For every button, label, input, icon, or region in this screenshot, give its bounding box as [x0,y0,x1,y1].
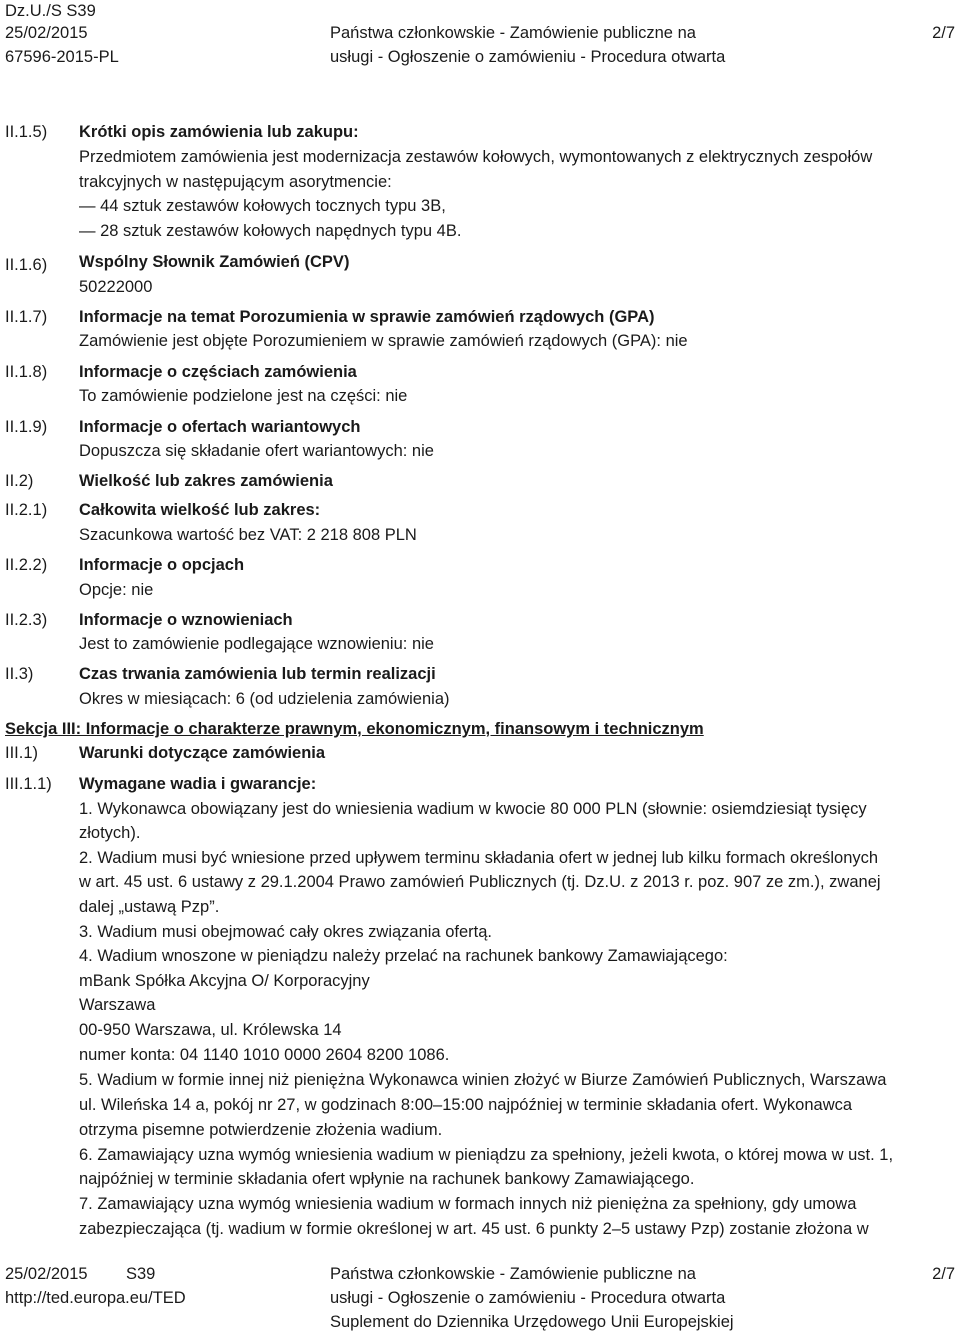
deposits-line: otrzyma pisemne potwierdzenie złożenia wadium. [79,1121,443,1139]
cpv-code: 50222000 [79,278,153,296]
section-number-iii-1: III.1) [5,744,39,762]
deposits-line: dalej „ustawą Pzp”. [79,898,220,916]
section-number-ii-2: II.2) [5,472,34,490]
deposits-line: w art. 45 ust. 6 ustawy z 29.1.2004 Prawo zamówień Publicznych (tj. Dz.U. z 2013 r. poz. 907 ze zm.), zwanej [79,873,881,891]
section-title-renewals: Informacje o wznowieniach [79,611,293,629]
header-notice-id: 67596-2015-PL [5,48,119,66]
section-title-variants: Informacje o ofertach wariantowych [79,418,361,436]
deposits-line: numer konta: 04 1140 1010 0000 2604 8200 1086. [79,1046,450,1064]
deposits-line: ul. Wileńska 14 a, pokój nr 27, w godzinach 8:00–15:00 najpóźniej w terminie składania ofert. Wykonawca [79,1096,853,1114]
section-number-ii-2-2: II.2.2) [5,556,48,574]
footer-supplement: Suplement do Dziennika Urzędowego Unii Europejskiej [330,1313,734,1331]
section-number-ii-1-7: II.1.7) [5,308,48,326]
section-title-total-quantity: Całkowita wielkość lub zakres: [79,501,321,519]
footer-date: 25/02/2015 [5,1265,88,1283]
estimated-value: Szacunkowa wartość bez VAT: 2 218 808 PLN [79,526,417,544]
section-number-ii-1-6: II.1.6) [5,256,48,274]
section-number-ii-2-1: II.2.1) [5,501,48,519]
renewals-value: Jest to zamówienie podlegające wznowieniu: nie [79,635,434,653]
footer-url-link[interactable]: http://ted.europa.eu/TED [5,1289,186,1307]
deposits-line: złotych). [79,824,141,842]
deposits-line: 3. Wadium musi obejmować cały okres związania ofertą. [79,923,492,941]
section-number-iii-1-1: III.1.1) [5,775,52,793]
section-title-gpa: Informacje na temat Porozumienia w sprawie zamówień rządowych (GPA) [79,308,655,326]
deposits-line: 00-950 Warszawa, ul. Królewska 14 [79,1021,342,1039]
header-date: 25/02/2015 [5,24,88,42]
description-line: — 44 sztuk zestawów kołowych tocznych typu 3B, [79,197,446,215]
deposits-line: zabezpieczająca (tj. wadium w formie określonej w art. 45 ust. 6 punkty 2–5 ustawy Pzp) zostanie złożona w [79,1220,869,1238]
description-line: Przedmiotem zamówienia jest modernizacja zestawów kołowych, wymontowanych z elektrycznych zespołów [79,148,873,166]
lots-value: To zamówienie podzielone jest na części: nie [79,387,408,405]
section-title-duration: Czas trwania zamówienia lub termin realizacji [79,665,436,683]
header-title-line2: usługi - Ogłoszenie o zamówieniu - Procedura otwarta [330,48,726,66]
deposits-line: 1. Wykonawca obowiązany jest do wniesienia wadium w kwocie 80 000 PLN (słownie: osiemdziesiąt tysięcy [79,800,867,818]
deposits-line: 7. Zamawiający uzna wymóg wniesienia wadium w formach innych niż pieniężna za spełniony, gdy umowa [79,1195,857,1213]
section-number-ii-2-3: II.2.3) [5,611,48,629]
section-title-lots: Informacje o częściach zamówienia [79,363,357,381]
options-value: Opcje: nie [79,581,154,599]
footer-issue: S39 [126,1265,156,1283]
deposits-line: 5. Wadium w formie innej niż pieniężna Wykonawca winien złożyć w Biurze Zamówień Publicznych, Warszawa [79,1071,887,1089]
section-number-ii-1-5: II.1.5) [5,123,48,141]
description-line: trakcyjnych w następującym asorytmencie: [79,173,392,191]
footer-title-line1: Państwa członkowskie - Zamówienie publiczne na [330,1265,696,1283]
header-title-line1: Państwa członkowskie - Zamówienie publiczne na [330,24,696,42]
section-number-ii-1-9: II.1.9) [5,418,48,436]
section-title-contract-conditions: Warunki dotyczące zamówienia [79,744,326,762]
header-page-number: 2/7 [932,24,955,42]
section-iii-heading: Sekcja III: Informacje o charakterze prawnym, ekonomicznym, finansowym i technicznym [5,720,704,738]
deposits-line: najpóźniej w terminie składania ofert wpłynie na rachunek bankowy Zamawiającego. [79,1170,695,1188]
footer-title-line2: usługi - Ogłoszenie o zamówieniu - Procedura otwarta [330,1289,726,1307]
header-journal: Dz.U./S S39 [5,2,96,20]
section-number-ii-3: II.3) [5,665,34,683]
footer-page-number: 2/7 [932,1265,955,1283]
section-title-short-description: Krótki opis zamówienia lub zakupu: [79,123,359,141]
description-line: — 28 sztuk zestawów kołowych napędnych typu 4B. [79,222,462,240]
section-number-ii-1-8: II.1.8) [5,363,48,381]
gpa-value: Zamówienie jest objęte Porozumieniem w sprawie zamówień rządowych (GPA): nie [79,332,688,350]
deposits-line: 4. Wadium wnoszone w pieniądzu należy przelać na rachunek bankowy Zamawiającego: [79,947,728,965]
deposits-line: 2. Wadium musi być wniesione przed upływem terminu składania ofert w jednej lub kilku formach określonych [79,849,879,867]
section-title-quantity-scope: Wielkość lub zakres zamówienia [79,472,333,490]
deposits-line: 6. Zamawiający uzna wymóg wniesienia wadium w pieniądzu za spełniony, jeżeli kwota, o której mowa w ust. 1, [79,1146,894,1164]
variants-value: Dopuszcza się składanie ofert wariantowych: nie [79,442,434,460]
deposits-line: Warszawa [79,996,156,1014]
section-title-cpv: Wspólny Słownik Zamówień (CPV) [79,253,350,271]
deposits-line: mBank Spółka Akcyjna O/ Korporacyjny [79,972,370,990]
section-title-deposits: Wymagane wadia i gwarancje: [79,775,317,793]
duration-value: Okres w miesiącach: 6 (od udzielenia zamówienia) [79,690,450,708]
section-title-options: Informacje o opcjach [79,556,245,574]
